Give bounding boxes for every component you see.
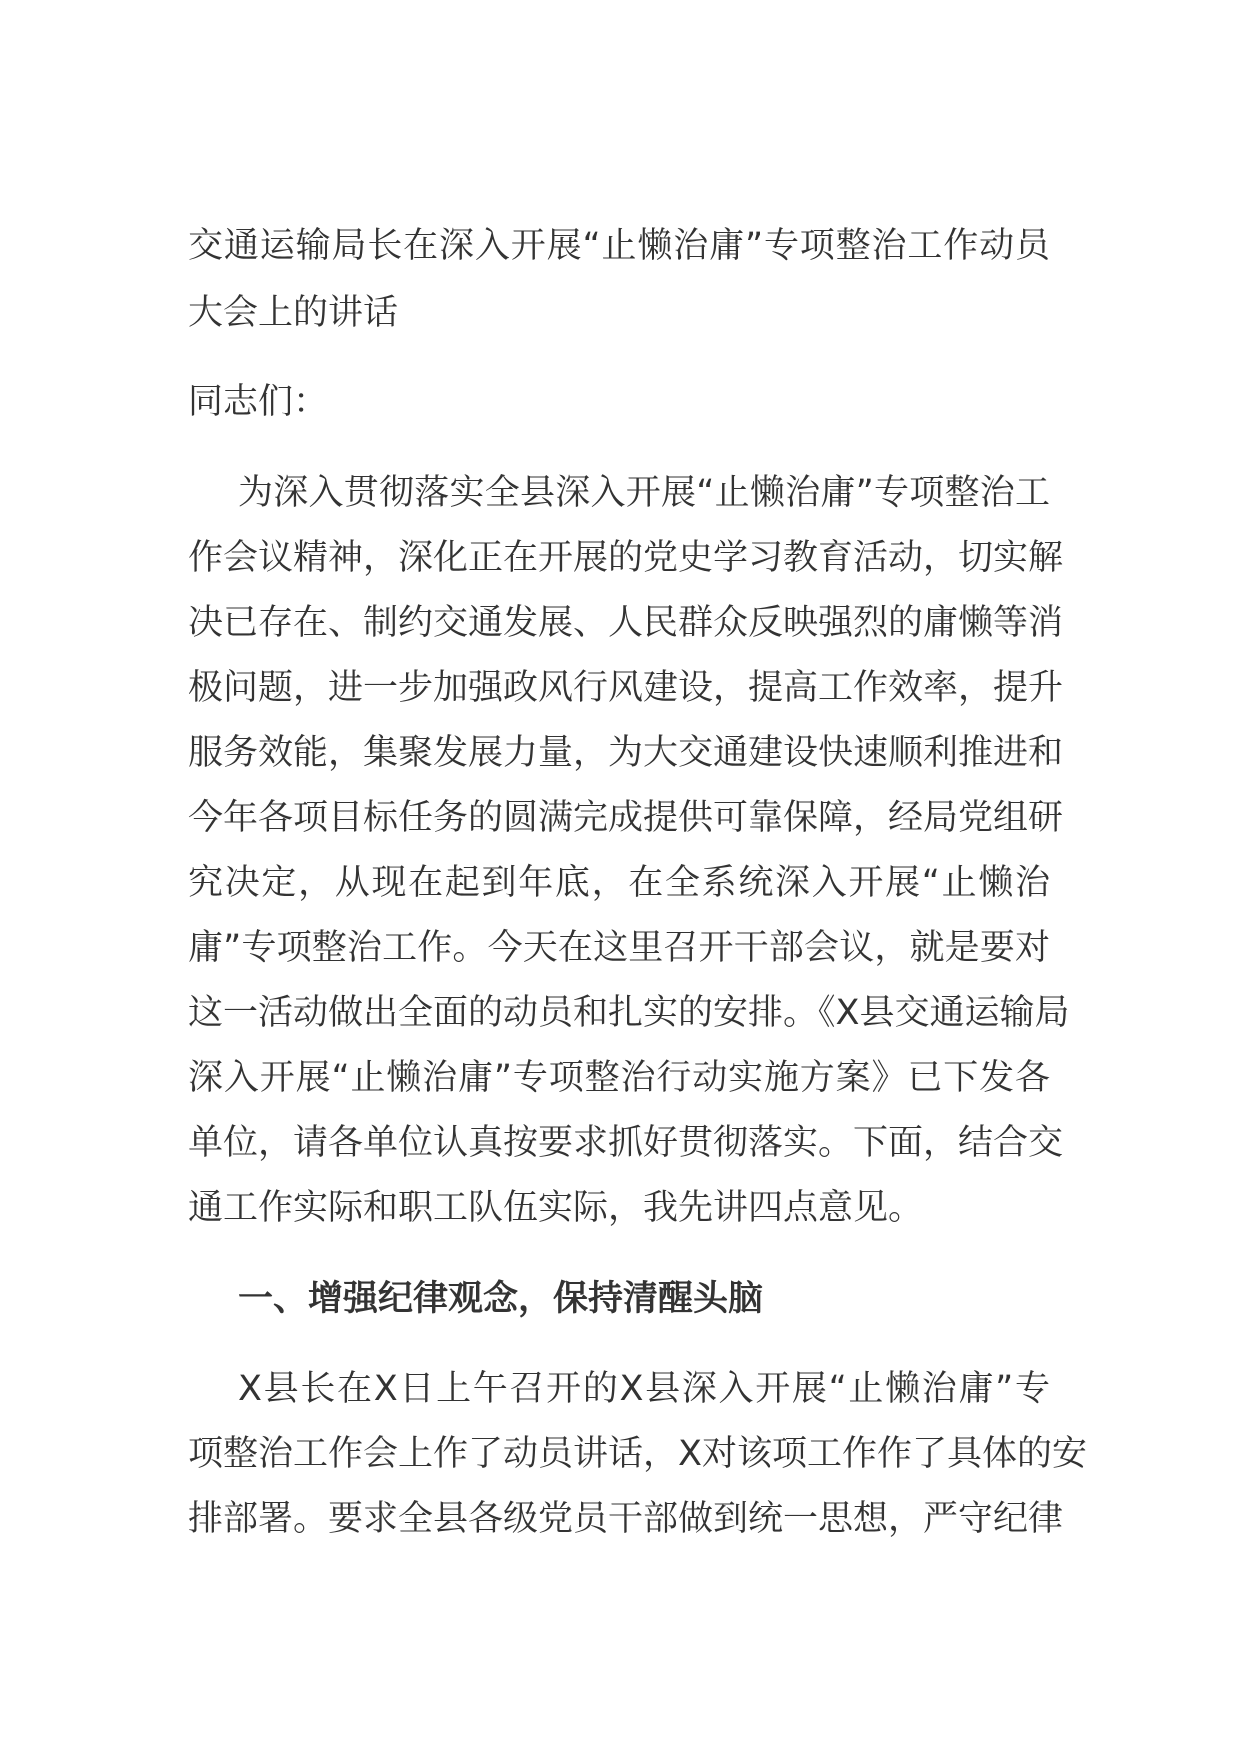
title-line: 大会上的讲话 <box>188 293 399 333</box>
paragraph-line: 决已存在、制约交通发展、人民群众反映强烈的庸懒等消 <box>188 603 1064 643</box>
section-heading <box>188 1267 1050 1332</box>
salutation-text: 同志们： <box>188 382 329 422</box>
paragraph-line: 今年各项目标任务的圆满完成提供可靠保障，经局党组研 <box>188 798 1064 838</box>
salutation <box>188 370 1050 435</box>
paragraph-line: X县长在X日上午召开的X县深入开展“止懒治庸”专 <box>238 1369 1050 1409</box>
paragraph-section1 <box>188 1357 1087 1552</box>
paragraph-line: 为深入贯彻落实全县深入开展“止懒治庸”专项整治工 <box>238 473 1050 513</box>
paragraph-line: 服务效能，集聚发展力量，为大交通建设快速顺利推进和 <box>188 733 1064 773</box>
paragraph-line: 究决定，从现在起到年底，在全系统深入开展“止懒治 <box>188 863 1050 903</box>
title-line: 交通运输局长在深入开展“止懒治庸”专项整治工作动员 <box>188 226 1050 266</box>
paragraph-line: 排部署。要求全县各级党员干部做到统一思想，严守纪律 <box>188 1499 1064 1539</box>
paragraph-line: 单位，请各单位认真按要求抓好贯彻落实。下面，结合交 <box>188 1123 1064 1163</box>
paragraph-line: 项整治工作会上作了动员讲话，X对该项工作作了具体的安 <box>188 1434 1087 1474</box>
paragraph-line: 这一活动做出全面的动员和扎实的安排。《X县交通运输局 <box>188 993 1070 1033</box>
paragraph-line: 庸”专项整治工作。今天在这里召开干部会议，就是要对 <box>188 928 1050 968</box>
paragraph-intro <box>188 461 1070 1241</box>
paragraph-line: 作会议精神，深化正在开展的党史学习教育活动，切实解 <box>188 538 1064 578</box>
paragraph-line: 极问题，进一步加强政风行风建设，提高工作效率，提升 <box>188 668 1064 708</box>
document-title <box>188 213 1050 347</box>
paragraph-line: 通工作实际和职工队伍实际，我先讲四点意见。 <box>188 1188 924 1228</box>
paragraph-line: 深入开展“止懒治庸”专项整治行动实施方案》已下发各 <box>188 1058 1050 1098</box>
heading-text: 一、增强纪律观念，保持清醒头脑 <box>238 1279 764 1319</box>
